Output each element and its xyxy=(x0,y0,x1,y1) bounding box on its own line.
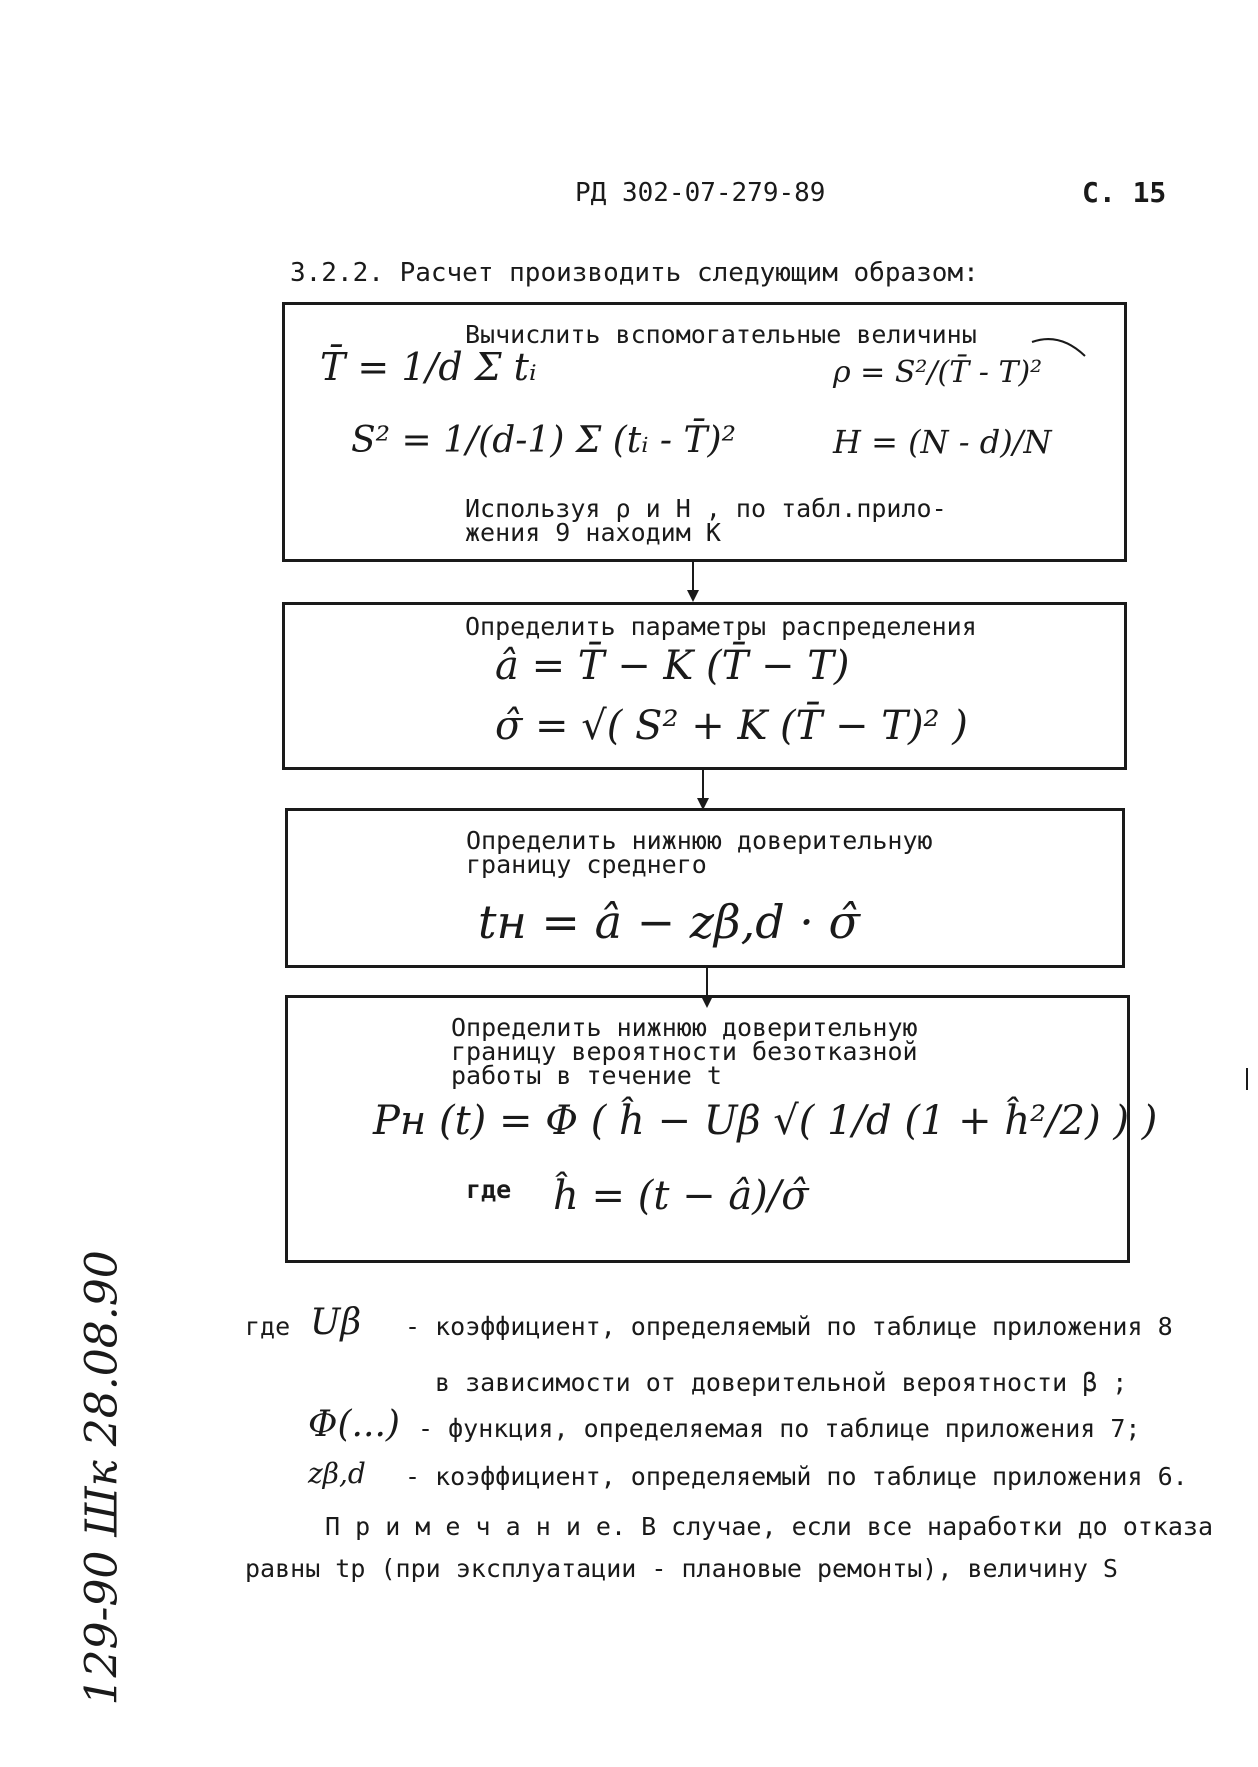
legend-symbol: zβ,d xyxy=(308,1457,366,1490)
legend-text: в зависимости от доверительной вероятности β ; xyxy=(435,1368,1128,1397)
formula-h: H = (N - d)/N xyxy=(833,423,1052,461)
block-title-line1: Определить нижнюю доверительную xyxy=(451,1013,918,1042)
block-lower-bound-reliability xyxy=(285,995,1158,1263)
scribble-mark xyxy=(1030,330,1090,360)
legend-text: - коэффициент, определяемый по таблице приложения 6. xyxy=(405,1462,1188,1491)
flow-arrow xyxy=(702,770,704,798)
edge-mark xyxy=(1246,1068,1248,1090)
where-label: где xyxy=(466,1175,512,1204)
formula-sigma-hat: σ̂ = √( S² + K (T̄ − T)² ) xyxy=(495,703,968,749)
flow-arrow xyxy=(692,562,694,590)
flow-arrow-head xyxy=(687,590,699,602)
note-line1: П р и м е ч а н и е. В случае, если все наработки до отказа xyxy=(325,1512,1214,1541)
flow-arrow xyxy=(706,968,708,996)
block-title: Вычислить вспомогательные величины xyxy=(465,320,977,349)
document-code: РД 302-07-279-89 xyxy=(575,178,826,208)
block-distribution-params xyxy=(282,602,1127,770)
formula-t-lower: tн = â − zβ,d · σ̂ xyxy=(478,895,860,949)
block-auxiliary-values xyxy=(282,302,1127,562)
formula-rho: ρ = S²/(T̄ - T)² xyxy=(833,355,1043,390)
page-number: С. 15 xyxy=(1082,176,1167,209)
margin-handwritten-note: 129-90 Шк 28.08.90 xyxy=(76,1250,128,1706)
note-line2: равны tр (при эксплуатации - плановые ремонты), величину S xyxy=(245,1554,1118,1583)
block-title-line2: границу среднего xyxy=(466,850,707,879)
formula-s2: S² = 1/(d-1) Σ (tᵢ - T̄)² xyxy=(351,420,737,461)
block-title-line2: границу вероятности безотказной xyxy=(451,1037,918,1066)
legend-symbol: Φ(...) xyxy=(308,1404,400,1445)
block-title-line3: работы в течение t xyxy=(451,1061,722,1090)
formula-mean: T̄ = 1/d Σ tᵢ xyxy=(320,345,537,389)
block-title-line1: Определить нижнюю доверительную xyxy=(466,826,933,855)
legend-prefix: где xyxy=(245,1312,291,1341)
legend-symbol: Uβ xyxy=(310,1302,362,1343)
legend-text: - коэффициент, определяемый по таблице приложения 8 xyxy=(405,1312,1173,1341)
block-note-line2: жения 9 находим К xyxy=(465,518,721,547)
block-title: Определить параметры распределения xyxy=(465,612,977,641)
block-note-line1: Используя ρ и H , по табл.прило- xyxy=(465,494,947,523)
section-heading: 3.2.2. Расчет производить следующим образом: xyxy=(290,258,979,288)
formula-p-lower: Pн (t) = Φ ( ĥ − Uβ √( 1/d (1 + ĥ²/2) ) ) xyxy=(373,1098,1158,1144)
formula-a-hat: â = T̄ − K (T̄ − T) xyxy=(495,643,850,689)
legend-text: - функция, определяемая по таблице приложения 7; xyxy=(418,1414,1141,1443)
formula-h-hat: ĥ = (t − â)/σ̂ xyxy=(553,1173,809,1219)
block-lower-bound-mean xyxy=(285,808,1125,968)
